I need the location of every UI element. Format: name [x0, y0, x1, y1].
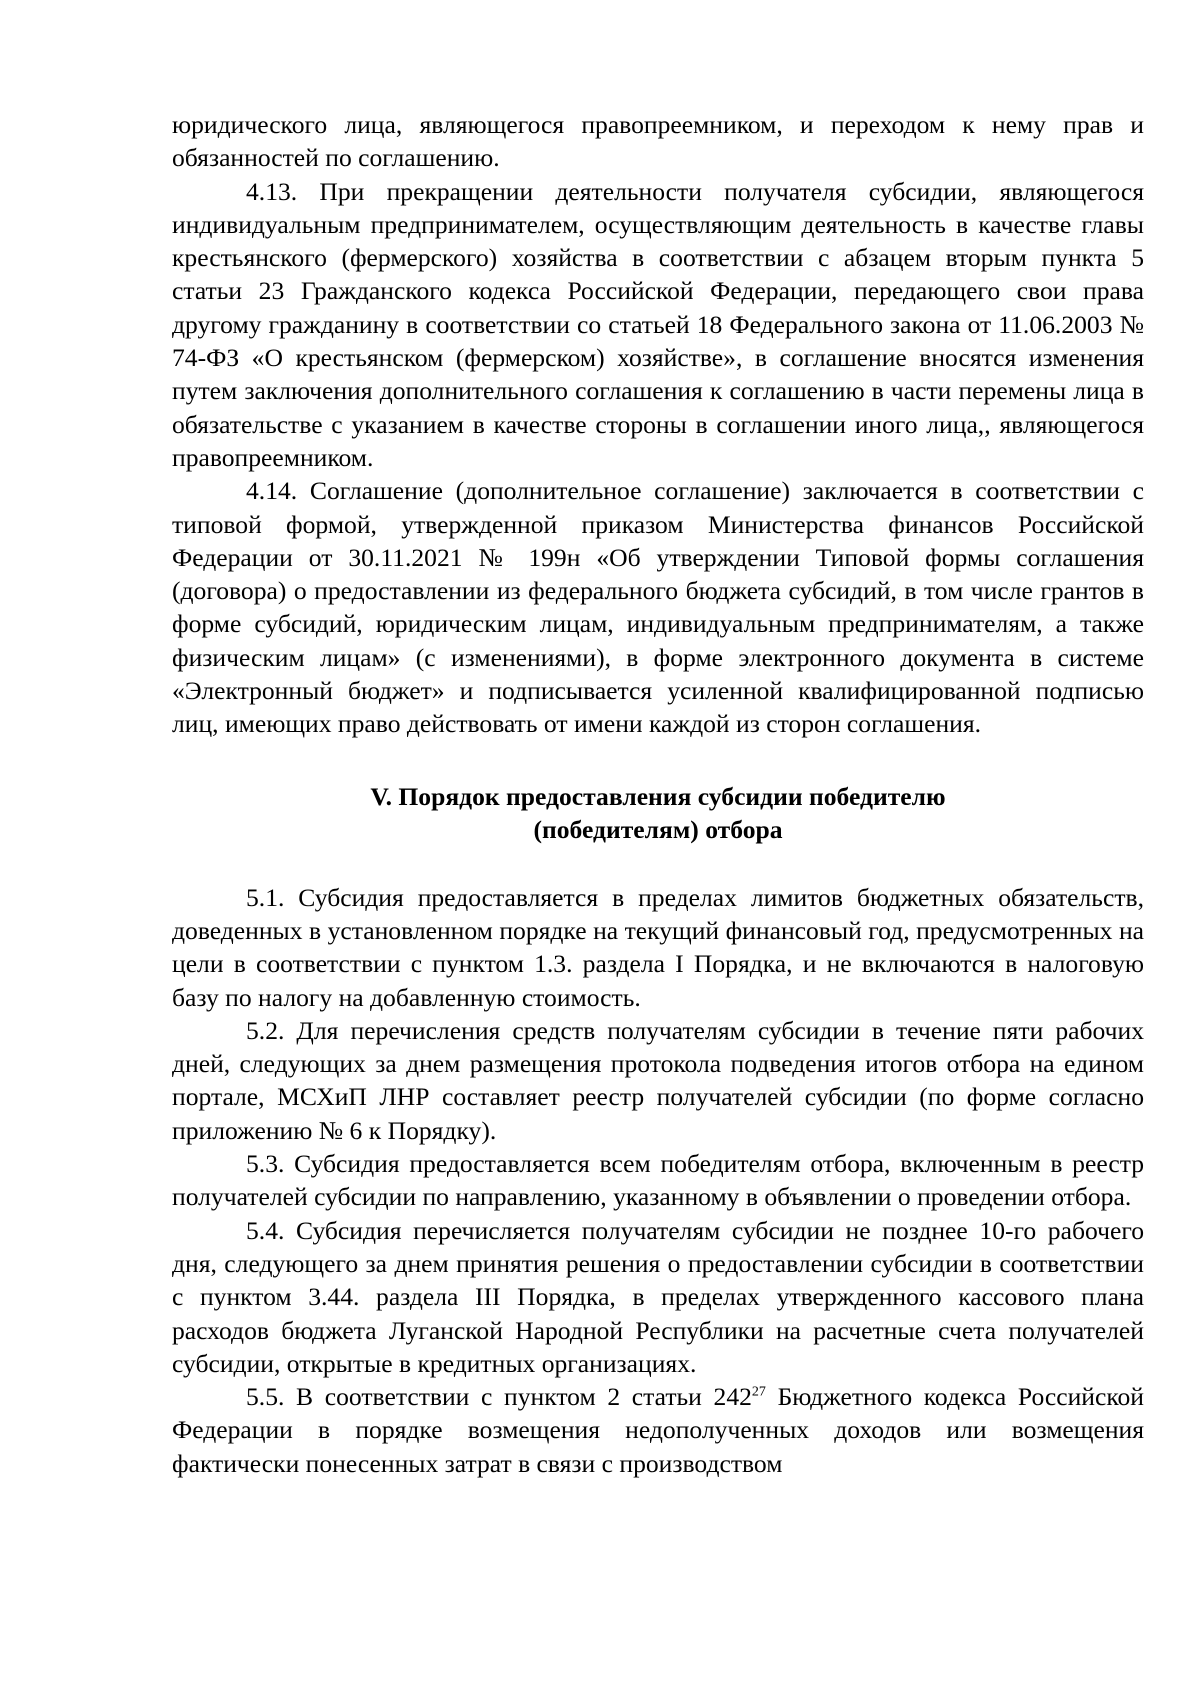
- paragraph-4-12-end: юридического лица, являющегося правопреемником, и переходом к нему прав и обязанностей по соглашению.: [172, 110, 1144, 173]
- paragraph-5-5: [172, 1380, 1144, 1480]
- article-superscript: 27: [751, 1384, 766, 1400]
- paragraph-4-14: 4.14. Соглашение (дополнительное соглашение) заключается в соответствии с типовой формой, утвержденной приказом Министерства финансов Российской Федерации от 30.11.2021 № 199н «Об утверждении Типовой формы соглашения (договора) о предоставлении из федерального бюджета субсидий, в том числе грантов в форме субсидий, юридическим лицам, индивидуальным предпринимателям, а также физическим лицам» (с изменениями), в форме электронного документа в системе «Электронный бюджет» и подписывается усиленной квалифицированной подписью лиц, имеющих право действовать от имени каждой из сторон соглашения.: [172, 476, 1144, 739]
- paragraph-5-4: 5.4. Субсидия перечисляется получателям субсидии не позднее 10-го рабочего дня, следующего за днем принятия решения о предоставлении субсидии в соответствии с пунктом 3.44. раздела III Порядка, в пределах утвержденного кассового плана расходов бюджета Луганской Народной Республики на расчетные счета получателей субсидии, открытые в кредитных организациях.: [172, 1215, 1144, 1378]
- paragraph-5-5-rest: Бюджетного кодекса Российской Федерации в порядке возмещения недополученных доходов или возмещения фактически понесенных затрат в связи с производством: [172, 1382, 1144, 1478]
- paragraph-5-2: 5.2. Для перечисления средств получателям субсидии в течение пяти рабочих дней, следующих за днем размещения протокола подведения итогов отбора на едином портале, МСХиП ЛНР составляет реестр получателей субсидии (по форме согласно приложению № 6 к Порядку).: [172, 1015, 1144, 1145]
- paragraph-5-3: 5.3. Субсидия предоставляется всем победителям отбора, включенным в реестр получателей субсидии по направлению, указанному в объявлении о проведении отбора.: [172, 1149, 1144, 1212]
- paragraph-4-13: 4.13. При прекращении деятельности получателя субсидии, являющегося индивидуальным предпринимателем, осуществляющим деятельность в качестве главы крестьянского (фермерского) хозяйства в соответствии с абзацем вторым пункта 5 статьи 23 Гражданского кодекса Российской Федерации, передающего свои права другому гражданину в соответствии со статьей 18 Федерального закона от 11.06.2003 № 74-ФЗ «О крестьянском (фермерском) хозяйстве», в соглашение вносятся изменения путем заключения дополнительного соглашения к соглашению в части перемены лица в обязательстве с указанием в качестве стороны в соглашении иного лица,, являющегося правопреемником.: [172, 176, 1144, 472]
- section-heading-line2: (победителям) отбора: [533, 815, 783, 845]
- paragraph-5-5-start: 5.5. В соответствии с пунктом 2 статьи 242: [246, 1382, 752, 1412]
- paragraph-5-1: 5.1. Субсидия предоставляется в пределах лимитов бюджетных обязательств, доведенных в установленном порядке на текущий финансовый год, предусмотренных на цели в соответствии с пунктом 1.3. раздела I Порядка, и не включаются в налоговую базу по налогу на добавленную стоимость.: [172, 882, 1144, 1012]
- document-page: [172, 108, 1144, 1480]
- section-heading: [172, 780, 1144, 847]
- section-heading-line1: V. Порядок предоставления субсидии победителю: [370, 781, 946, 811]
